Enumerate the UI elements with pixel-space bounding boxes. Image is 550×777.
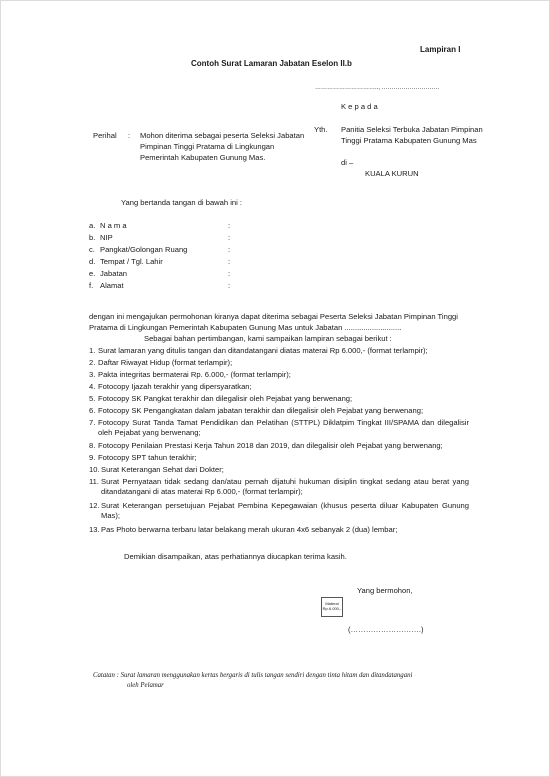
field-colon: :: [228, 233, 231, 242]
identity-field-ttl: [89, 257, 231, 267]
identity-field-nama: [89, 221, 231, 231]
kepada-label: K e p a d a: [341, 102, 378, 111]
item-text: Surat lamaran yang ditulis tangan dan ditandatangani diatas materai Rp 6.000,- (format terlampir);: [98, 346, 428, 355]
list-item: [89, 465, 469, 475]
signature-name-line: (……………………….): [348, 625, 424, 634]
item-text: Fotocopy SPT tahun terakhir;: [98, 453, 197, 462]
perihal-label: Perihal: [93, 131, 117, 140]
identity-field-pangkat: [89, 245, 231, 255]
item-number: 7.: [89, 418, 96, 427]
recipient-line-1: Panitia Seleksi Terbuka Jabatan Pimpinan: [341, 125, 483, 134]
field-label: Pangkat/Golongan Ruang: [100, 245, 188, 254]
list-item: [89, 346, 469, 356]
item-text: Surat Keterangan Sehat dari Dokter;: [101, 465, 224, 474]
body-line-2: Pratama di Lingkungan Pemerintah Kabupaten Gunung Mas untuk Jabatan ...........................: [89, 323, 402, 332]
field-colon: :: [228, 281, 231, 290]
list-item: [89, 453, 469, 463]
di-label: di –: [341, 158, 354, 167]
item-text: Daftar Riwayat Hidup (format terlampir);: [98, 358, 233, 367]
note-line-1: Catatan : Surat lamaran menggunakan kertas bergaris di tulis tangan sendiri dengan tinta hitam dan ditandatangani: [93, 672, 413, 679]
identity-field-jabatan: [89, 269, 231, 279]
list-item: [89, 394, 469, 404]
item-number: 11.: [89, 477, 99, 486]
field-label: NIP: [100, 233, 113, 242]
item-text: Fotocopy SK Pangkat terakhir dan dilegalisir oleh Pejabat yang berwenang;: [98, 394, 353, 403]
page-title: Contoh Surat Lamaran Jabatan Eselon II.b: [191, 59, 352, 68]
item-number: 3.: [89, 370, 96, 379]
signature-label: Yang bermohon,: [357, 586, 413, 595]
recipient-line-2: Tinggi Pratama Kabupaten Gunung Mas: [341, 136, 477, 145]
list-item: [89, 382, 469, 392]
field-label: Alamat: [100, 281, 124, 290]
field-letter: b.: [89, 233, 96, 242]
field-letter: e.: [89, 269, 96, 278]
item-text: Fotocopy Penilaian Prestasi Kerja Tahun 2018 dan 2019, dan dilegalisir oleh Pejabat yang berwenang;: [98, 441, 443, 450]
field-letter: c.: [89, 245, 95, 254]
attachments-intro: Sebagai bahan pertimbangan, kami sampaikan lampiran sebagai berikut :: [144, 334, 392, 343]
item-text: Fotocopy Surat Tanda Tamat Pendidikan dan Pelatihan (STTPL) Diklatpim Tingkat III/SPAMA dan dilegalisir oleh Pejabat yang berwenang;: [98, 418, 469, 437]
item-number: 6.: [89, 406, 96, 415]
field-colon: :: [228, 245, 231, 254]
city-label: KUALA KURUN: [365, 169, 419, 178]
field-colon: :: [228, 269, 231, 278]
field-letter: a.: [89, 221, 96, 230]
list-item: [89, 418, 469, 438]
item-number: 5.: [89, 394, 96, 403]
note-line-2: oleh Pelamar: [127, 682, 164, 689]
field-letter: d.: [89, 257, 96, 266]
list-item: [89, 370, 469, 380]
stamp-line-1: Materai: [325, 601, 339, 606]
field-letter: f.: [89, 281, 94, 290]
perihal-line-2: Pimpinan Tinggi Pratama di Lingkungan: [140, 142, 275, 151]
item-number: 1.: [89, 346, 96, 355]
intro-text: Yang bertanda tangan di bawah ini :: [121, 198, 243, 207]
item-text: Surat Keterangan persetujuan Pejabat Pembina Kepegawaian (khusus peserta diluar Kabupaten Gunung Mas);: [101, 501, 469, 520]
item-number: 2.: [89, 358, 96, 367]
item-text: Fotocopy Ijazah terakhir yang dipersyaratkan;: [98, 382, 252, 391]
item-text: Fotocopy SK Pengangkatan dalam jabatan terakhir dan dilegalisir oleh Pejabat yang berwenang;: [98, 406, 424, 415]
item-number: 13.: [89, 525, 100, 534]
list-item: [89, 501, 469, 521]
perihal-line-1: Mohon diterima sebagai peserta Seleksi Jabatan: [140, 131, 305, 140]
list-item: [89, 441, 469, 451]
stamp-line-2: Rp.6.000,-: [322, 606, 342, 611]
item-number: 9.: [89, 453, 96, 462]
item-number: 4.: [89, 382, 96, 391]
list-item: [89, 525, 469, 535]
list-item: [89, 406, 469, 416]
date-line: ………………………….., ………………………..: [315, 85, 440, 91]
field-colon: :: [228, 221, 231, 230]
identity-field-alamat: [89, 281, 231, 291]
item-text: Pakta integritas bermaterai Rp. 6.000,- (format terlampir);: [98, 370, 291, 379]
item-number: 8.: [89, 441, 96, 450]
item-number: 10.: [89, 465, 100, 474]
closing-text: Demikian disampaikan, atas perhatiannya diucapkan terima kasih.: [124, 552, 347, 561]
identity-field-nip: [89, 233, 231, 243]
field-label: Tempat / Tgl. Lahir: [100, 257, 163, 266]
field-label: N a m a: [100, 221, 127, 230]
item-text: Pas Photo berwarna terbaru latar belakang merah ukuran 4x6 sebanyak 2 (dua) lembar;: [101, 525, 398, 534]
materai-stamp: [321, 597, 343, 617]
field-colon: :: [228, 257, 231, 266]
item-text: Surat Pernyataan tidak sedang dan/atau pernah dijatuhi hukuman disiplin tingkat sedang atau berat yang ditandatangani di atas materai Rp 6.000,- (format terlampir);: [101, 477, 469, 496]
lampiran-label: Lampiran I: [420, 45, 461, 54]
list-item: [89, 477, 469, 497]
field-label: Jabatan: [100, 269, 128, 278]
yth-label: Yth.: [314, 125, 328, 134]
perihal-line-3: Pemerintah Kabupaten Gunung Mas.: [140, 153, 266, 162]
list-item: [89, 358, 469, 368]
perihal-colon: :: [128, 131, 131, 140]
body-line-1: dengan ini mengajukan permohonan kiranya dapat diterima sebagai Peserta Seleksi Jabatan Pimpinan Tinggi: [89, 312, 458, 321]
item-number: 12.: [89, 501, 100, 510]
